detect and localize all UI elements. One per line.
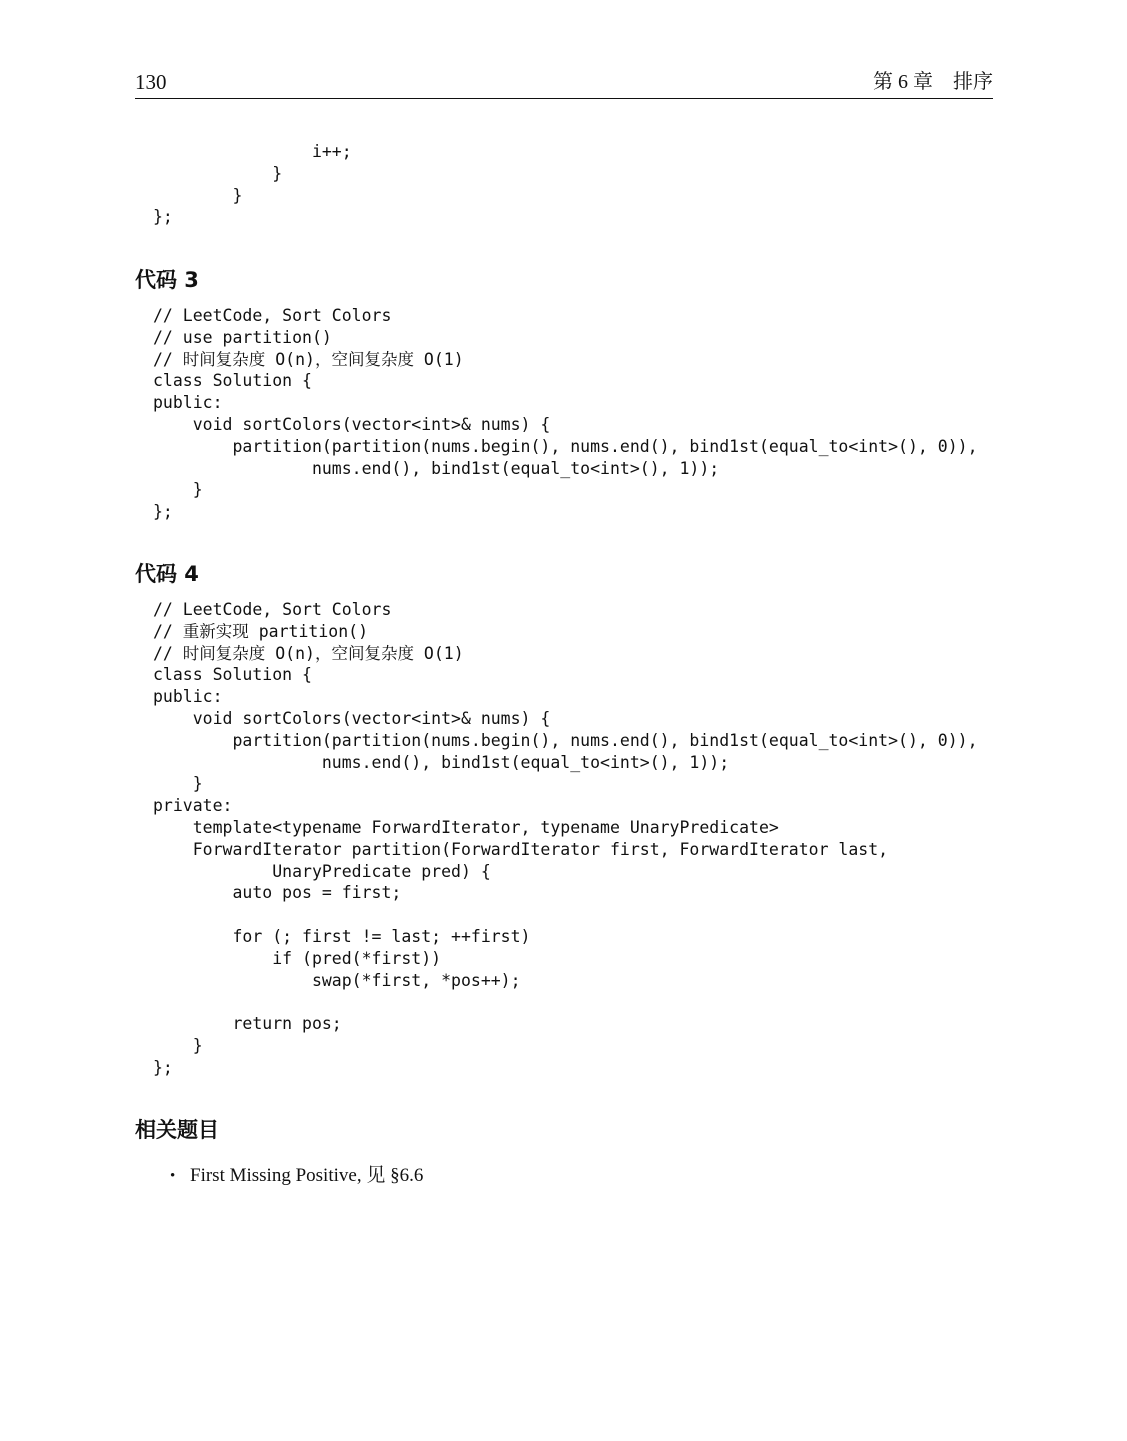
code-line: public: (153, 393, 223, 413)
code-line: void sortColors(vector<int>& nums) { (153, 708, 551, 728)
code-line: ForwardIterator partition(ForwardIterator first, ForwardIterator last, (153, 839, 889, 859)
code-line: if (pred(*first)) (153, 948, 442, 968)
code-line: // use partition() (153, 327, 332, 347)
code-line: public: (153, 687, 223, 707)
page-header (135, 68, 993, 99)
code-line: swap(*first, *pos++); (153, 970, 521, 990)
code-line: UnaryPredicate pred) { (153, 861, 491, 881)
code-line: }; (153, 502, 173, 522)
heading-code-3: 代码 3 (135, 268, 199, 292)
code-line: nums.end(), bind1st(equal_to<int>(), 1)); (153, 458, 720, 478)
code-line: private: (153, 796, 233, 816)
code-line: } (153, 774, 203, 794)
code-line: void sortColors(vector<int>& nums) { (153, 414, 551, 434)
page-number: 130 (135, 70, 167, 94)
code-line: } (153, 1035, 203, 1055)
code-line: // 时间复杂度 O(n)，空间复杂度 O(1) (153, 349, 464, 369)
code-line: for (; first != last; ++first) (153, 926, 531, 946)
code-line (153, 991, 978, 1013)
code-line: // LeetCode, Sort Colors (153, 600, 392, 619)
code-line: i++; (153, 142, 352, 161)
code-line: return pos; (153, 1014, 342, 1034)
code-line: }; (153, 1057, 173, 1077)
code-line (153, 904, 978, 926)
code-line: class Solution { (153, 665, 312, 685)
code-line: class Solution { (153, 371, 312, 391)
code-block-3 (153, 305, 978, 523)
code-line: } (153, 185, 243, 205)
code-line: } (153, 480, 203, 500)
code-line: nums.end(), bind1st(equal_to<int>(), 1)); (153, 752, 730, 772)
heading-code-4: 代码 4 (135, 562, 199, 586)
code-line: } (153, 163, 283, 183)
related-problems-list (170, 1162, 423, 1190)
related-problem-item: • First Missing Positive, 见 §6.6 (170, 1162, 423, 1190)
code-line: auto pos = first; (153, 883, 402, 903)
code-line: // LeetCode, Sort Colors (153, 306, 392, 325)
code-line: }; (153, 207, 173, 227)
code-line: // 时间复杂度 O(n)，空间复杂度 O(1) (153, 643, 464, 663)
chapter-running-head: 第 6 章 排序 (873, 71, 993, 93)
code-line: partition(partition(nums.begin(), nums.end(), bind1st(equal_to<int>(), 0)), (153, 436, 978, 456)
code-line: template<typename ForwardIterator, typename UnaryPredicate> (153, 817, 779, 837)
code-line: partition(partition(nums.begin(), nums.end(), bind1st(equal_to<int>(), 0)), (153, 730, 978, 750)
code-block-4 (153, 599, 978, 1079)
code-block-continued (153, 141, 352, 228)
code-line: // 重新实现 partition() (153, 621, 369, 641)
heading-related-problems: 相关题目 (135, 1118, 219, 1142)
